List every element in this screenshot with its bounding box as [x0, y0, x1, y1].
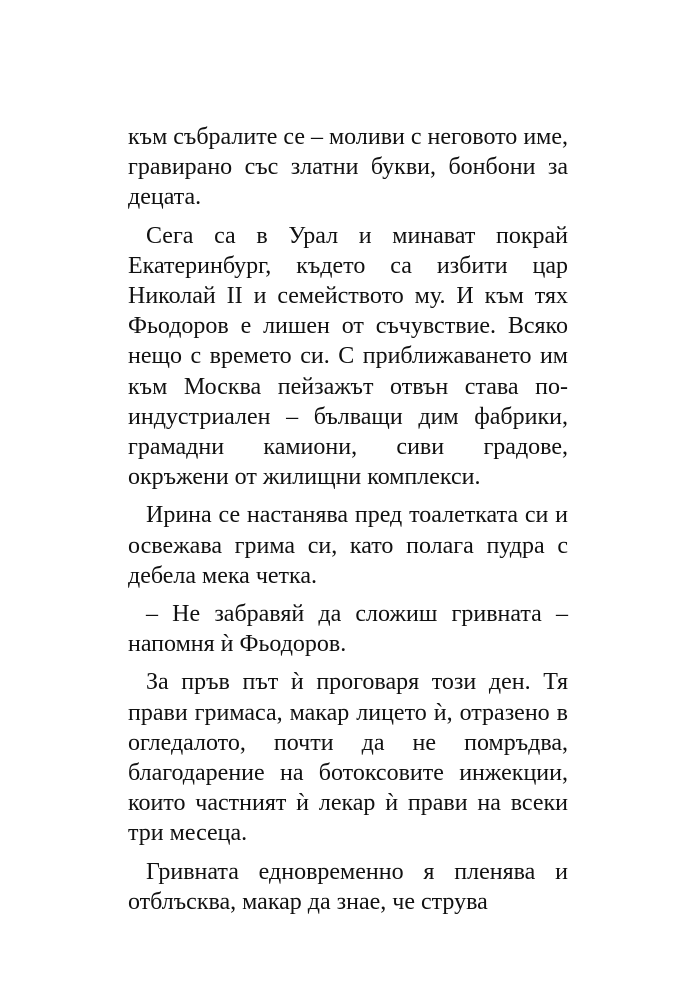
page-body-text	[128, 122, 568, 925]
paragraph-3: Ирина се настанява пред тоалетката си и освежава грима си, като полага пудра с дебела мека четка.	[128, 502, 568, 589]
paragraph-4-dialogue: – Не забравяй да сложиш гривната – напомня ѝ Фьодоров.	[128, 601, 568, 658]
paragraph-5: За пръв път ѝ проговаря този ден. Тя прави гримаса, макар лицето ѝ, отразено в огледалото, почти да не помръдва, благодарение на ботоксовите инжекции, които частният ѝ лекар ѝ прави на всеки три месеца.	[128, 669, 568, 847]
paragraph-6: Гривната едновременно я пленява и отблъсква, макар да знае, че струва	[128, 858, 568, 915]
paragraph-2: Сега са в Урал и минават покрай Екатеринбург, където са избити цар Николай II и семейството му. И към тях Фьодоров е лишен от съчувствие. Всяко нещо с времето си. С приближаването им към Москва пейзажът отвън става по-индустриален – бълващи дим фабрики, грамадни камиони, сиви градове, окръжени от жилищни комплекси.	[128, 222, 568, 491]
paragraph-1: към събралите се – моливи с неговото име, гравирано със златни букви, бонбони за децата.	[128, 124, 568, 211]
